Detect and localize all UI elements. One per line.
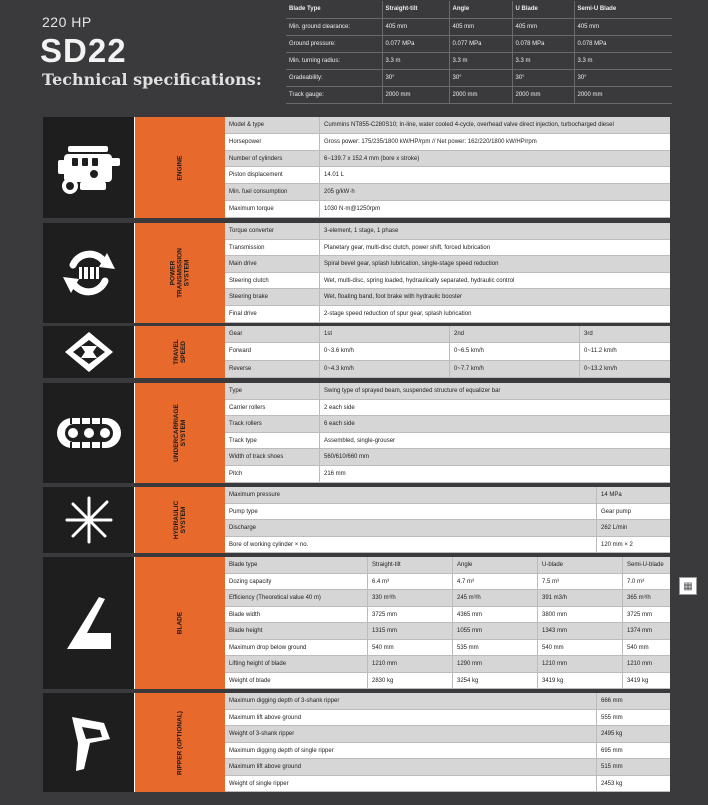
hydraulic-row-value: 262 L/min bbox=[601, 525, 628, 531]
hydraulic-icon-cell bbox=[43, 487, 134, 553]
summary-cell: 0.077 MPa bbox=[382, 35, 449, 52]
power-transmission-rows bbox=[225, 223, 670, 323]
ripper-row-value: 515 mm bbox=[601, 764, 623, 770]
blade-row-value: 540 mm bbox=[368, 640, 453, 656]
summary-row bbox=[286, 1, 672, 18]
blade-row-value: 6.4 m³ bbox=[368, 574, 453, 590]
undercarriage-row-label: Width of track shoes bbox=[225, 449, 320, 465]
ripper-section bbox=[43, 693, 670, 792]
summary-cell: 3.3 m bbox=[382, 52, 449, 69]
power-row bbox=[225, 240, 670, 257]
ripper-row bbox=[225, 743, 670, 760]
power-row-value: Wet, multi-disc, spring loaded, hydraulically separated, hydraulic control bbox=[324, 277, 515, 284]
travel-speed-rows bbox=[225, 326, 670, 378]
summary-row bbox=[286, 86, 672, 103]
travel-row-value: 2nd bbox=[450, 326, 580, 342]
undercarriage-row-value: 6 each side bbox=[324, 421, 355, 428]
summary-cell: 0.078 MPa bbox=[512, 35, 574, 52]
blade-row-value: 540 mm bbox=[627, 644, 649, 651]
engine-row bbox=[225, 151, 670, 168]
summary-cell: 405 mm bbox=[574, 18, 672, 35]
hydraulic-row bbox=[225, 487, 670, 504]
summary-cell: Min. ground clearance: bbox=[286, 18, 382, 35]
summary-cell: 3.3 m bbox=[449, 52, 512, 69]
ripper-row-label: Weight of single ripper bbox=[225, 776, 597, 792]
summary-cell: 30° bbox=[512, 69, 574, 86]
power-row-value: Spiral bevel gear, splash lubrication, single-stage speed reduction bbox=[324, 261, 499, 268]
undercarriage-row-value: Assembled, single-grouser bbox=[324, 437, 396, 444]
hydraulic-rows bbox=[225, 487, 670, 553]
travel-row-label: Reverse bbox=[225, 361, 320, 377]
ripper-row bbox=[225, 759, 670, 776]
engine-icon bbox=[54, 138, 124, 198]
blade-row-value: 1055 mm bbox=[453, 623, 538, 639]
summary-cell: Semi-U Blade bbox=[574, 1, 672, 18]
blade-row-value: U-blade bbox=[538, 557, 623, 573]
engine-icon-cell bbox=[43, 117, 134, 218]
summary-cell: Min. turning radius: bbox=[286, 52, 382, 69]
undercarriage-row bbox=[225, 433, 670, 450]
ripper-row-label: Maximum lift above ground bbox=[225, 710, 597, 726]
summary-cell: Ground pressure: bbox=[286, 35, 382, 52]
undercarriage-row-label: Type bbox=[225, 383, 320, 399]
blade-row-value: Straight-tilt bbox=[368, 557, 453, 573]
travel-row-value: 1st bbox=[320, 326, 450, 342]
blade-row-value: 1210 mm bbox=[368, 656, 453, 672]
hydraulic-label: HYDRAULIC SYSTEM bbox=[134, 487, 225, 553]
blade-row-value: 391 m3/h bbox=[538, 590, 623, 606]
undercarriage-row-label: Carrier rollers bbox=[225, 400, 320, 416]
ripper-row-value: 666 mm bbox=[601, 698, 623, 704]
engine-row bbox=[225, 117, 670, 134]
blade-row-value: 1210 mm bbox=[627, 661, 653, 667]
hydraulic-row bbox=[225, 537, 670, 554]
blade-row-value: Semi-U-blade bbox=[627, 562, 664, 568]
hydraulic-row-label: Maximum pressure bbox=[225, 487, 597, 503]
travel-speed-icon-cell bbox=[43, 326, 134, 378]
ripper-row-value: 555 mm bbox=[601, 714, 623, 721]
undercarriage-row-value: 560/610/660 mm bbox=[324, 454, 370, 461]
blade-icon-cell bbox=[43, 557, 134, 689]
summary-cell: 0.078 MPa bbox=[574, 35, 672, 52]
hydraulic-row-value: 14 MPa bbox=[601, 492, 622, 498]
blade-row bbox=[225, 656, 670, 673]
blade-row-label: Blade type bbox=[225, 557, 368, 573]
travel-row-value: 3rd bbox=[584, 331, 593, 337]
summary-cell: Angle bbox=[449, 1, 512, 18]
engine-section bbox=[43, 117, 670, 218]
engine-row-label: Min. fuel consumption bbox=[225, 184, 320, 200]
model-power: 220 HP bbox=[42, 14, 92, 30]
blade-label: BLADE bbox=[134, 557, 225, 689]
travel-row-value: 0~3.6 km/h bbox=[320, 343, 450, 359]
blade-row-value: 330 m³/h bbox=[368, 590, 453, 606]
summary-row bbox=[286, 18, 672, 35]
hydraulic-section bbox=[43, 487, 670, 553]
undercarriage-row bbox=[225, 383, 670, 400]
engine-row-value: 1030 N·m@1250rpm bbox=[324, 205, 381, 212]
ripper-row-label: Maximum digging depth of 3-shank ripper bbox=[225, 693, 597, 709]
blade-summary-table bbox=[286, 1, 672, 104]
engine-row-value: Cummins NT855-C280S10; In-line, water cooled 4-cycle, overhead valve direct injection, turbocharged diesel bbox=[324, 122, 614, 128]
blade-row-label: Dozing capacity bbox=[225, 574, 368, 590]
summary-row bbox=[286, 35, 672, 52]
ripper-row bbox=[225, 710, 670, 727]
blade-row bbox=[225, 640, 670, 657]
blade-section bbox=[43, 557, 670, 689]
travel-row-value: 0~13.2 km/h bbox=[584, 365, 618, 372]
blade-row bbox=[225, 623, 670, 640]
qr-icon[interactable]: ▦ bbox=[679, 577, 697, 595]
travel-row-label: Forward bbox=[225, 343, 320, 359]
engine-row-label: Maximum torque bbox=[225, 201, 320, 217]
hydraulic-row bbox=[225, 504, 670, 521]
ripper-row bbox=[225, 726, 670, 743]
power-row bbox=[225, 306, 670, 323]
undercarriage-section bbox=[43, 383, 670, 483]
blade-row-label: Blade width bbox=[225, 607, 368, 623]
power-transmission-label: POWER TRANSMISSION SYSTEM bbox=[134, 223, 225, 323]
power-row-value: 2-stage speed reduction of spur gear, splash lubrication bbox=[324, 310, 472, 317]
transmission-icon bbox=[59, 245, 119, 301]
engine-row-value: 14.01 L bbox=[324, 172, 345, 179]
summary-cell: Blade Type bbox=[286, 1, 382, 18]
blade-row-label: Maximum drop below ground bbox=[225, 640, 368, 656]
power-row bbox=[225, 289, 670, 306]
power-row bbox=[225, 223, 670, 240]
ripper-rows bbox=[225, 693, 670, 792]
blade-row-value: 1315 mm bbox=[368, 623, 453, 639]
blade-row-value: 245 m³/h bbox=[453, 590, 538, 606]
power-row-value: 3-element, 1 stage, 1 phase bbox=[324, 228, 399, 234]
undercarriage-row bbox=[225, 449, 670, 466]
blade-row-value: 4365 mm bbox=[453, 607, 538, 623]
hydraulic-icon bbox=[63, 496, 115, 544]
summary-cell: U Blade bbox=[512, 1, 574, 18]
ripper-row-value: 2453 kg bbox=[601, 780, 623, 787]
blade-row bbox=[225, 590, 670, 607]
blade-row-value: 3419 kg bbox=[538, 673, 623, 689]
undercarriage-rows bbox=[225, 383, 670, 483]
undercarriage-row-label: Pitch bbox=[225, 466, 320, 482]
undercarriage-row bbox=[225, 416, 670, 433]
travel-row-value: 0~6.5 km/h bbox=[450, 343, 580, 359]
hydraulic-row-value: Gear pump bbox=[601, 508, 632, 515]
blade-row-value: 3254 kg bbox=[453, 673, 538, 689]
power-row-value: Wet, floating band, foot brake with hydraulic booster bbox=[324, 294, 462, 301]
blade-row-value: 7.5 m³ bbox=[538, 574, 623, 590]
travel-speed-icon bbox=[63, 330, 115, 374]
engine-row bbox=[225, 201, 670, 218]
hydraulic-row-value: 120 mm × 2 bbox=[601, 541, 633, 548]
travel-row-value: 0~4.3 km/h bbox=[320, 361, 450, 377]
ripper-row-label: Weight of 3-shank ripper bbox=[225, 726, 597, 742]
summary-row bbox=[286, 69, 672, 86]
blade-row-value: 7.0 m³ bbox=[627, 578, 645, 585]
summary-cell: 2000 mm bbox=[574, 86, 672, 103]
engine-row-label: Horsepower bbox=[225, 134, 320, 150]
engine-row-label: Model & type bbox=[225, 117, 320, 133]
travel-row bbox=[225, 361, 670, 378]
hydraulic-row bbox=[225, 520, 670, 537]
hydraulic-row-label: Bore of working cylinder × no. bbox=[225, 537, 597, 553]
travel-row-label: Gear bbox=[225, 326, 320, 342]
blade-row-value: 4.7 m³ bbox=[453, 574, 538, 590]
hydraulic-row-label: Pump type bbox=[225, 504, 597, 520]
engine-row bbox=[225, 184, 670, 201]
blade-row bbox=[225, 673, 670, 690]
engine-row-label: Number of cylinders bbox=[225, 151, 320, 167]
ripper-row-value: 695 mm bbox=[601, 747, 623, 754]
travel-row-value: 0~7.7 km/h bbox=[450, 361, 580, 377]
ripper-row bbox=[225, 776, 670, 793]
blade-row-label: Blade height bbox=[225, 623, 368, 639]
ripper-row-label: Maximum lift above ground bbox=[225, 759, 597, 775]
summary-cell: 405 mm bbox=[512, 18, 574, 35]
engine-row-value: Gross power: 175/235/1800 kW/HP/rpm // Net power: 162/220/1800 kW/HP/rpm bbox=[324, 138, 537, 145]
power-transmission-section bbox=[43, 223, 670, 323]
blade-row-value: Angle bbox=[453, 557, 538, 573]
ripper-icon-cell bbox=[43, 693, 134, 792]
blade-row-value: 540 mm bbox=[538, 640, 623, 656]
blade-row-value: 365 m³/h bbox=[627, 595, 651, 601]
blade-row-value: 535 mm bbox=[453, 640, 538, 656]
power-row-label: Final drive bbox=[225, 306, 320, 322]
undercarriage-row bbox=[225, 466, 670, 483]
power-row-label: Steering clutch bbox=[225, 273, 320, 289]
summary-cell: 2000 mm bbox=[449, 86, 512, 103]
summary-cell: 405 mm bbox=[449, 18, 512, 35]
summary-cell: Gradeability: bbox=[286, 69, 382, 86]
blade-row-value: 2830 kg bbox=[368, 673, 453, 689]
blade-row-value: 1374 mm bbox=[627, 628, 653, 634]
summary-cell: 30° bbox=[449, 69, 512, 86]
undercarriage-row-value: 2 each side bbox=[324, 404, 355, 411]
ripper-icon bbox=[64, 713, 114, 773]
power-row bbox=[225, 273, 670, 290]
power-row-label: Main drive bbox=[225, 256, 320, 272]
travel-row bbox=[225, 343, 670, 360]
power-row-value: Planetary gear, multi-disc clutch, power shift, forced lubrication bbox=[324, 244, 491, 251]
power-row-label: Steering brake bbox=[225, 289, 320, 305]
engine-row bbox=[225, 167, 670, 184]
undercarriage-label: UNDERCARRIAGE SYSTEM bbox=[134, 383, 225, 483]
undercarriage-row-value: Swing type of sprayed beam, suspended structure of equalizer bar bbox=[324, 388, 501, 394]
summary-cell: Straight-tilt bbox=[382, 1, 449, 18]
engine-rows bbox=[225, 117, 670, 218]
travel-speed-section bbox=[43, 326, 670, 378]
blade-row-value: 3725 mm bbox=[627, 611, 653, 618]
travel-speed-label: TRAVEL SPEED bbox=[134, 326, 225, 378]
power-row bbox=[225, 256, 670, 273]
ripper-row-value: 2495 kg bbox=[601, 731, 623, 737]
undercarriage-row bbox=[225, 400, 670, 417]
undercarriage-icon bbox=[51, 408, 127, 458]
engine-row bbox=[225, 134, 670, 151]
blade-row-value: 1290 mm bbox=[453, 656, 538, 672]
blade-row bbox=[225, 607, 670, 624]
power-row-label: Torque converter bbox=[225, 223, 320, 239]
blade-row-value: 1343 mm bbox=[538, 623, 623, 639]
engine-row-value: 205 g/kW·h bbox=[324, 189, 355, 196]
blade-row-label: Weight of blade bbox=[225, 673, 368, 689]
blade-row-value: 3725 mm bbox=[368, 607, 453, 623]
blade-row-value: 1210 mm bbox=[538, 656, 623, 672]
blade-icon bbox=[61, 593, 117, 653]
undercarriage-row-value: 216 mm bbox=[324, 470, 346, 477]
summary-cell: 30° bbox=[574, 69, 672, 86]
model-name: SD22 bbox=[40, 32, 127, 69]
blade-row bbox=[225, 557, 670, 574]
undercarriage-row-label: Track type bbox=[225, 433, 320, 449]
ripper-row bbox=[225, 693, 670, 710]
summary-cell: 2000 mm bbox=[512, 86, 574, 103]
engine-row-label: Piston displacement bbox=[225, 167, 320, 183]
undercarriage-icon-cell bbox=[43, 383, 134, 483]
travel-row-value: 0~11.2 km/h bbox=[584, 348, 617, 355]
ripper-row-label: Maximum digging depth of single ripper bbox=[225, 743, 597, 759]
engine-row-value: 6−139.7 x 152.4 mm (bore x stroke) bbox=[324, 155, 420, 162]
engine-label: ENGINE bbox=[134, 117, 225, 218]
summary-cell: 0.077 MPa bbox=[449, 35, 512, 52]
summary-cell: 3.3 m bbox=[512, 52, 574, 69]
travel-row bbox=[225, 326, 670, 343]
blade-rows bbox=[225, 557, 670, 689]
summary-row bbox=[286, 52, 672, 69]
hydraulic-row-label: Discharge bbox=[225, 520, 597, 536]
page-subtitle: Technical specifications: bbox=[42, 70, 262, 89]
undercarriage-row-label: Track rollers bbox=[225, 416, 320, 432]
summary-cell: 30° bbox=[382, 69, 449, 86]
blade-row-label: Lifting height of blade bbox=[225, 656, 368, 672]
power-row-label: Transmission bbox=[225, 240, 320, 256]
summary-cell: Track gauge: bbox=[286, 86, 382, 103]
summary-cell: 405 mm bbox=[382, 18, 449, 35]
summary-cell: 2000 mm bbox=[382, 86, 449, 103]
blade-row-value: 3419 kg bbox=[627, 677, 649, 684]
blade-row-value: 3800 mm bbox=[538, 607, 623, 623]
blade-row bbox=[225, 574, 670, 591]
blade-row-label: Efficiency (Theoretical value 40 m) bbox=[225, 590, 368, 606]
ripper-label: RIPPER (OPTIONAL) bbox=[134, 693, 225, 792]
transmission-icon-cell bbox=[43, 223, 134, 323]
summary-cell: 3.3 m bbox=[574, 52, 672, 69]
